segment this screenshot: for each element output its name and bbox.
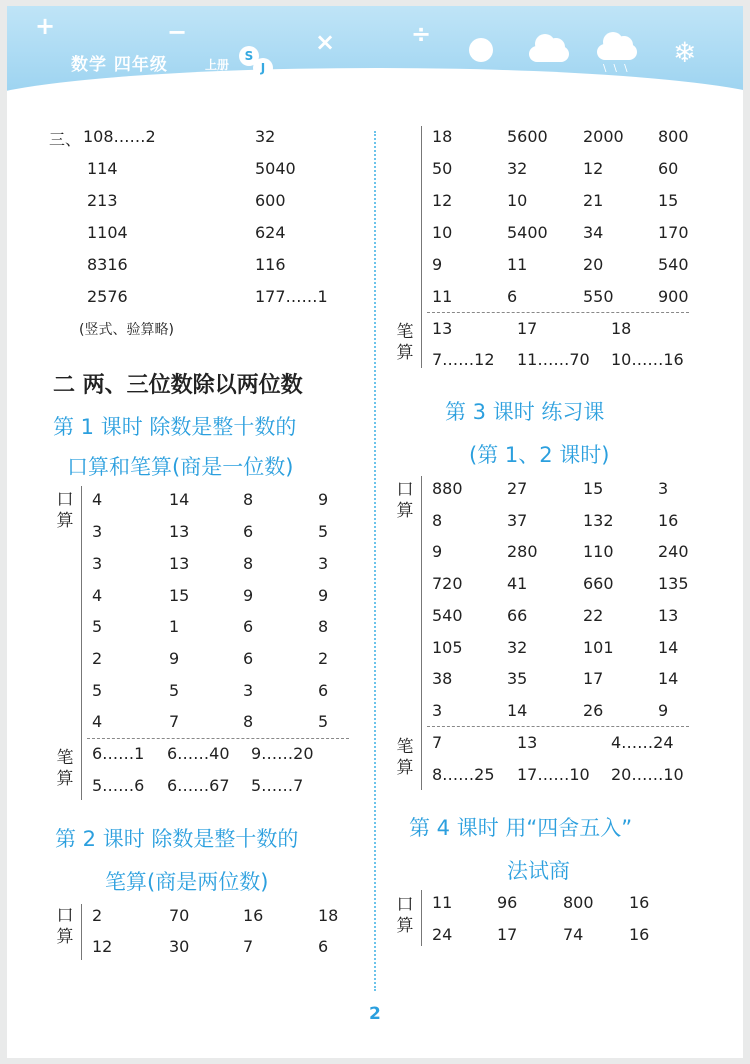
answer-cell: 2 [92,906,103,925]
answer-cell: 6 [243,649,254,668]
answer-cell: 6 [318,681,329,700]
answer-cell: 7 [243,937,254,956]
answer-cell: 2000 [583,127,624,146]
chapter-title: 二 两、三位数除以两位数 [53,373,303,398]
lesson-3-title-line2: (第 1、2 课时) [469,443,610,467]
oral-calc-label: 口算 [56,490,74,531]
answer-cell: 240 [658,542,689,561]
answer-cell: 600 [255,191,286,210]
vertical-rule [421,890,422,946]
answer-cell: 108……2 [83,127,156,146]
vertical-rule [421,126,422,368]
answer-cell: 74 [563,925,584,944]
answer-cell: 5400 [507,223,548,242]
header-title: 数学 四年级 [71,55,168,75]
answer-cell: 60 [658,159,679,178]
answer-cell: 7 [432,733,443,752]
answer-cell: 16 [629,893,650,912]
answer-cell: 17 [583,669,604,688]
answer-cell: 1104 [87,223,128,242]
answer-cell: 800 [563,893,594,912]
answer-cell: 660 [583,574,614,593]
answer-cell: 35 [507,669,528,688]
answer-cell: 624 [255,223,286,242]
answer-cell: 14 [507,701,528,720]
answer-cell: 5……6 [92,776,145,795]
answer-cell: 2 [318,649,329,668]
times-symbol: × [315,28,336,56]
answer-cell: 50 [432,159,453,178]
oral-calc-label: 口算 [396,480,414,521]
rain-drops-icon: \ \ \ [603,63,630,74]
answer-cell: 177……1 [255,287,328,306]
answer-cell: 170 [658,223,689,242]
answer-cell: 550 [583,287,614,306]
plus-symbol: + [35,12,56,40]
answer-cell: 880 [432,479,463,498]
answer-cell: 13 [169,522,190,541]
lesson-3-title-line1: 第 3 课时 练习课 [445,400,605,424]
answer-cell: 7 [169,712,180,731]
answer-cell: 9 [658,701,669,720]
answer-cell: 15 [169,586,190,605]
lesson-2-title-line1: 第 2 课时 除数是整十数的 [55,827,299,851]
answer-cell: 10 [432,223,453,242]
header-volume: 上册 [205,58,230,72]
answer-cell: 3 [243,681,254,700]
vertical-rule [81,904,82,960]
answer-cell: 540 [658,255,689,274]
answer-cell: 132 [583,511,614,530]
answer-cell: 213 [87,191,118,210]
dashed-separator [427,312,689,313]
answer-cell: 7……12 [432,350,495,369]
oral-calc-label: 口算 [396,895,414,936]
answer-cell: 32 [255,127,276,146]
answer-cell: 5040 [255,159,296,178]
answer-cell: 6……67 [167,776,230,795]
answer-cell: 14 [658,669,679,688]
badge-s: S [239,46,259,66]
answer-cell: 11 [432,287,453,306]
answer-cell: 18 [318,906,339,925]
answer-cell: 6 [318,937,329,956]
answer-cell: 17 [517,319,538,338]
answer-cell: 15 [658,191,679,210]
answer-cell: 96 [497,893,518,912]
answer-cell: 6 [243,617,254,636]
dashed-separator [87,738,349,739]
answer-cell: 13 [169,554,190,573]
lesson-2-title-line2: 笔算(商是两位数) [105,870,269,894]
answer-cell: 11 [432,893,453,912]
answer-cell: 14 [169,490,190,509]
answer-cell: 9 [169,649,180,668]
answer-cell: 6……1 [92,744,145,763]
answer-cell: 15 [583,479,604,498]
written-calc-label: 笔算 [396,737,414,778]
answer-cell: 5 [318,522,329,541]
answer-cell: 30 [169,937,190,956]
answer-cell: 4 [92,586,103,605]
written-calc-label: 笔算 [56,748,74,789]
answer-cell: 6 [243,522,254,541]
answer-cell: 3 [92,522,103,541]
answer-cell: 14 [658,638,679,657]
answer-cell: 1 [169,617,180,636]
cloud-icon [529,46,569,62]
answer-cell: 8 [318,617,329,636]
answer-cell: 12 [432,191,453,210]
answer-cell: 540 [432,606,463,625]
answer-cell: 32 [507,159,528,178]
answer-cell: 114 [87,159,118,178]
answer-cell: 116 [255,255,286,274]
answer-cell: 5 [318,712,329,731]
answer-cell: 900 [658,287,689,306]
dashed-separator [427,726,689,727]
answer-cell: 8 [432,511,443,530]
answer-cell: 2 [92,649,103,668]
answer-cell: 2576 [87,287,128,306]
answer-cell: 8……25 [432,765,495,784]
answer-cell: 18 [432,127,453,146]
answer-cell: 70 [169,906,190,925]
answer-cell: 9 [318,586,329,605]
answer-cell: 16 [243,906,264,925]
snowflake-icon: ❄ [673,36,697,69]
rain-cloud-icon [597,44,637,60]
minus-symbol: − [167,18,188,46]
answer-cell: 11 [507,255,528,274]
answer-cell: 22 [583,606,604,625]
lesson-4-title-line2: 法试商 [507,859,570,883]
answer-cell: 37 [507,511,528,530]
badge-j: J [253,58,273,78]
section-3-label: 三、 [49,130,82,149]
answer-cell: 12 [583,159,604,178]
answer-cell: 4 [92,712,103,731]
answer-cell: 3 [432,701,443,720]
answer-cell: 5 [92,681,103,700]
answer-cell: 4……24 [611,733,674,752]
answer-cell: 105 [432,638,463,657]
answer-cell: 66 [507,606,528,625]
answer-cell: 6 [507,287,518,306]
answer-cell: 41 [507,574,528,593]
answer-cell: 38 [432,669,453,688]
answer-cell: 9……20 [251,744,314,763]
page-header [7,6,743,102]
lesson-1-title-line2: 口算和笔算(商是一位数) [67,455,294,479]
lesson-1-title-line1: 第 1 课时 除数是整十数的 [53,415,297,439]
answer-cell: 10 [507,191,528,210]
answer-cell: 13 [658,606,679,625]
answer-cell: 3 [658,479,669,498]
answer-cell: 800 [658,127,689,146]
column-divider [374,131,376,991]
oral-calc-label: 口算 [56,906,74,947]
answer-cell: 18 [611,319,632,338]
answer-cell: 135 [658,574,689,593]
answer-cell: 101 [583,638,614,657]
written-calc-label: 笔算 [396,322,414,363]
answer-cell: 8 [243,712,254,731]
answer-cell: 20 [583,255,604,274]
answer-cell: 12 [92,937,113,956]
answer-cell: 110 [583,542,614,561]
answer-cell: 16 [629,925,650,944]
vertical-rule [421,476,422,790]
answer-cell: 4 [92,490,103,509]
answer-cell: 9 [432,542,443,561]
answer-cell: 5 [169,681,180,700]
answer-cell: 20……10 [611,765,684,784]
answer-cell: 8 [243,490,254,509]
answer-cell: 13 [517,733,538,752]
answer-cell: 34 [583,223,604,242]
divide-symbol: ÷ [411,20,432,48]
answer-cell: 5600 [507,127,548,146]
answer-cell: 32 [507,638,528,657]
answer-cell: 26 [583,701,604,720]
section-3-note: (竖式、验算略) [79,322,174,338]
answer-cell: 720 [432,574,463,593]
answer-cell: 24 [432,925,453,944]
answer-cell: 6……40 [167,744,230,763]
answer-cell: 10……16 [611,350,684,369]
answer-cell: 8 [243,554,254,573]
answer-cell: 9 [243,586,254,605]
answer-cell: 27 [507,479,528,498]
answer-cell: 13 [432,319,453,338]
sun-icon [469,38,493,62]
page-number: 2 [369,1004,381,1024]
answer-cell: 17 [497,925,518,944]
answer-cell: 5 [92,617,103,636]
vertical-rule [81,486,82,800]
answer-cell: 3 [92,554,103,573]
answer-cell: 3 [318,554,329,573]
page [7,6,743,1058]
answer-cell: 11……70 [517,350,590,369]
answer-cell: 9 [318,490,329,509]
answer-cell: 280 [507,542,538,561]
answer-cell: 8316 [87,255,128,274]
answer-cell: 9 [432,255,443,274]
answer-cell: 21 [583,191,604,210]
answer-cell: 5……7 [251,776,304,795]
answer-cell: 17……10 [517,765,590,784]
answer-cell: 16 [658,511,679,530]
lesson-4-title-line1: 第 4 课时 用“四舍五入” [409,816,633,840]
